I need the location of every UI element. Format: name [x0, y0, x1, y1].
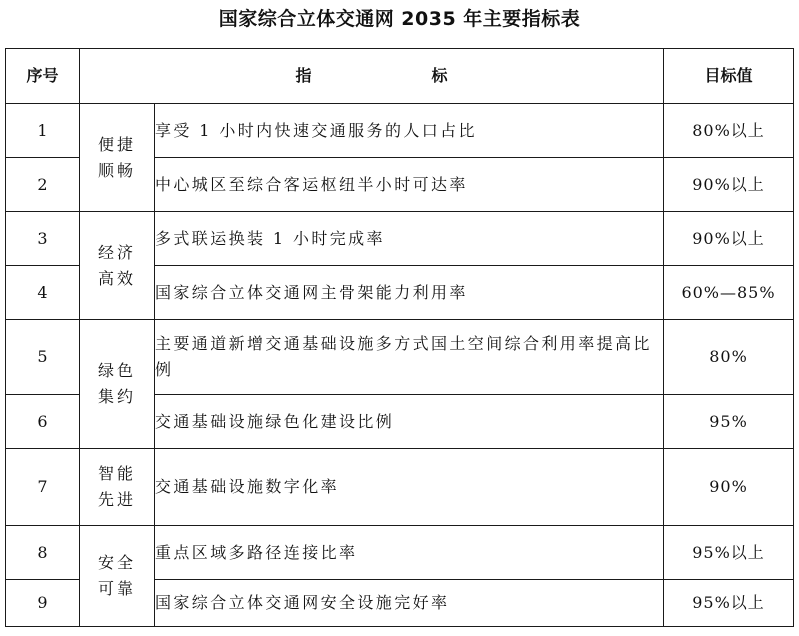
- table-header-row: [6, 49, 794, 104]
- row-indicator: 交通基础设施绿色化建设比例: [155, 395, 664, 449]
- row-target: 95%以上: [664, 526, 794, 580]
- category-line-2: 顺畅: [97, 160, 136, 180]
- category-line-1: 安全: [97, 553, 136, 572]
- category-line-1: 经济: [97, 242, 136, 262]
- row-indicator: 享受 1 小时内快速交通服务的人口占比: [155, 104, 664, 158]
- row-seq: 7: [6, 449, 80, 526]
- row-indicator: 重点区域多路径连接比率: [155, 526, 664, 580]
- row-indicator: 国家综合立体交通网安全设施完好率: [155, 580, 664, 627]
- row-indicator: 交通基础设施数字化率: [155, 449, 664, 526]
- category-line-2: 先进: [97, 490, 136, 509]
- row-seq: 2: [6, 158, 80, 212]
- row-target: 95%以上: [664, 580, 794, 627]
- table-row: [6, 320, 794, 395]
- row-seq: 3: [6, 212, 80, 266]
- header-seq: 序号: [6, 49, 80, 104]
- row-indicator: 多式联运换装 1 小时完成率: [155, 212, 664, 266]
- category-line-1: 绿色: [97, 361, 136, 380]
- row-target: 95%: [664, 395, 794, 449]
- category-line-2: 集约: [97, 387, 136, 406]
- row-indicator: 国家综合立体交通网主骨架能力利用率: [155, 266, 664, 320]
- header-indicator-char-2: 标: [431, 66, 448, 85]
- row-target: 60%—85%: [664, 266, 794, 320]
- category-line-2: 可靠: [97, 579, 136, 598]
- row-indicator: 主要通道新增交通基础设施多方式国土空间综合利用率提高比例: [155, 320, 664, 395]
- category-cell: [80, 526, 155, 627]
- header-indicator-char-1: 指: [295, 66, 312, 85]
- table-row: [6, 449, 794, 526]
- category-cell: [80, 104, 155, 212]
- row-seq: 9: [6, 580, 80, 627]
- header-target: 目标值: [664, 49, 794, 104]
- category-cell: [80, 449, 155, 526]
- table-row: [6, 526, 794, 580]
- page-title: 国家综合立体交通网 2035 年主要指标表: [218, 8, 581, 30]
- category-line-2: 高效: [97, 268, 136, 288]
- header-indicator: [80, 49, 664, 104]
- row-target: 90%以上: [664, 158, 794, 212]
- table-row: [6, 104, 794, 158]
- row-seq: 4: [6, 266, 80, 320]
- indicator-table: [5, 48, 794, 627]
- category-line-1: 便捷: [97, 134, 136, 154]
- row-seq: 6: [6, 395, 80, 449]
- category-cell: [80, 212, 155, 320]
- row-seq: 5: [6, 320, 80, 395]
- row-target: 80%: [664, 320, 794, 395]
- table-row: [6, 212, 794, 266]
- row-target: 90%以上: [664, 212, 794, 266]
- row-seq: 8: [6, 526, 80, 580]
- category-cell: [80, 320, 155, 449]
- row-target: 80%以上: [664, 104, 794, 158]
- category-line-1: 智能: [97, 464, 136, 483]
- row-seq: 1: [6, 104, 80, 158]
- row-target: 90%: [664, 449, 794, 526]
- row-indicator: 中心城区至综合客运枢纽半小时可达率: [155, 158, 664, 212]
